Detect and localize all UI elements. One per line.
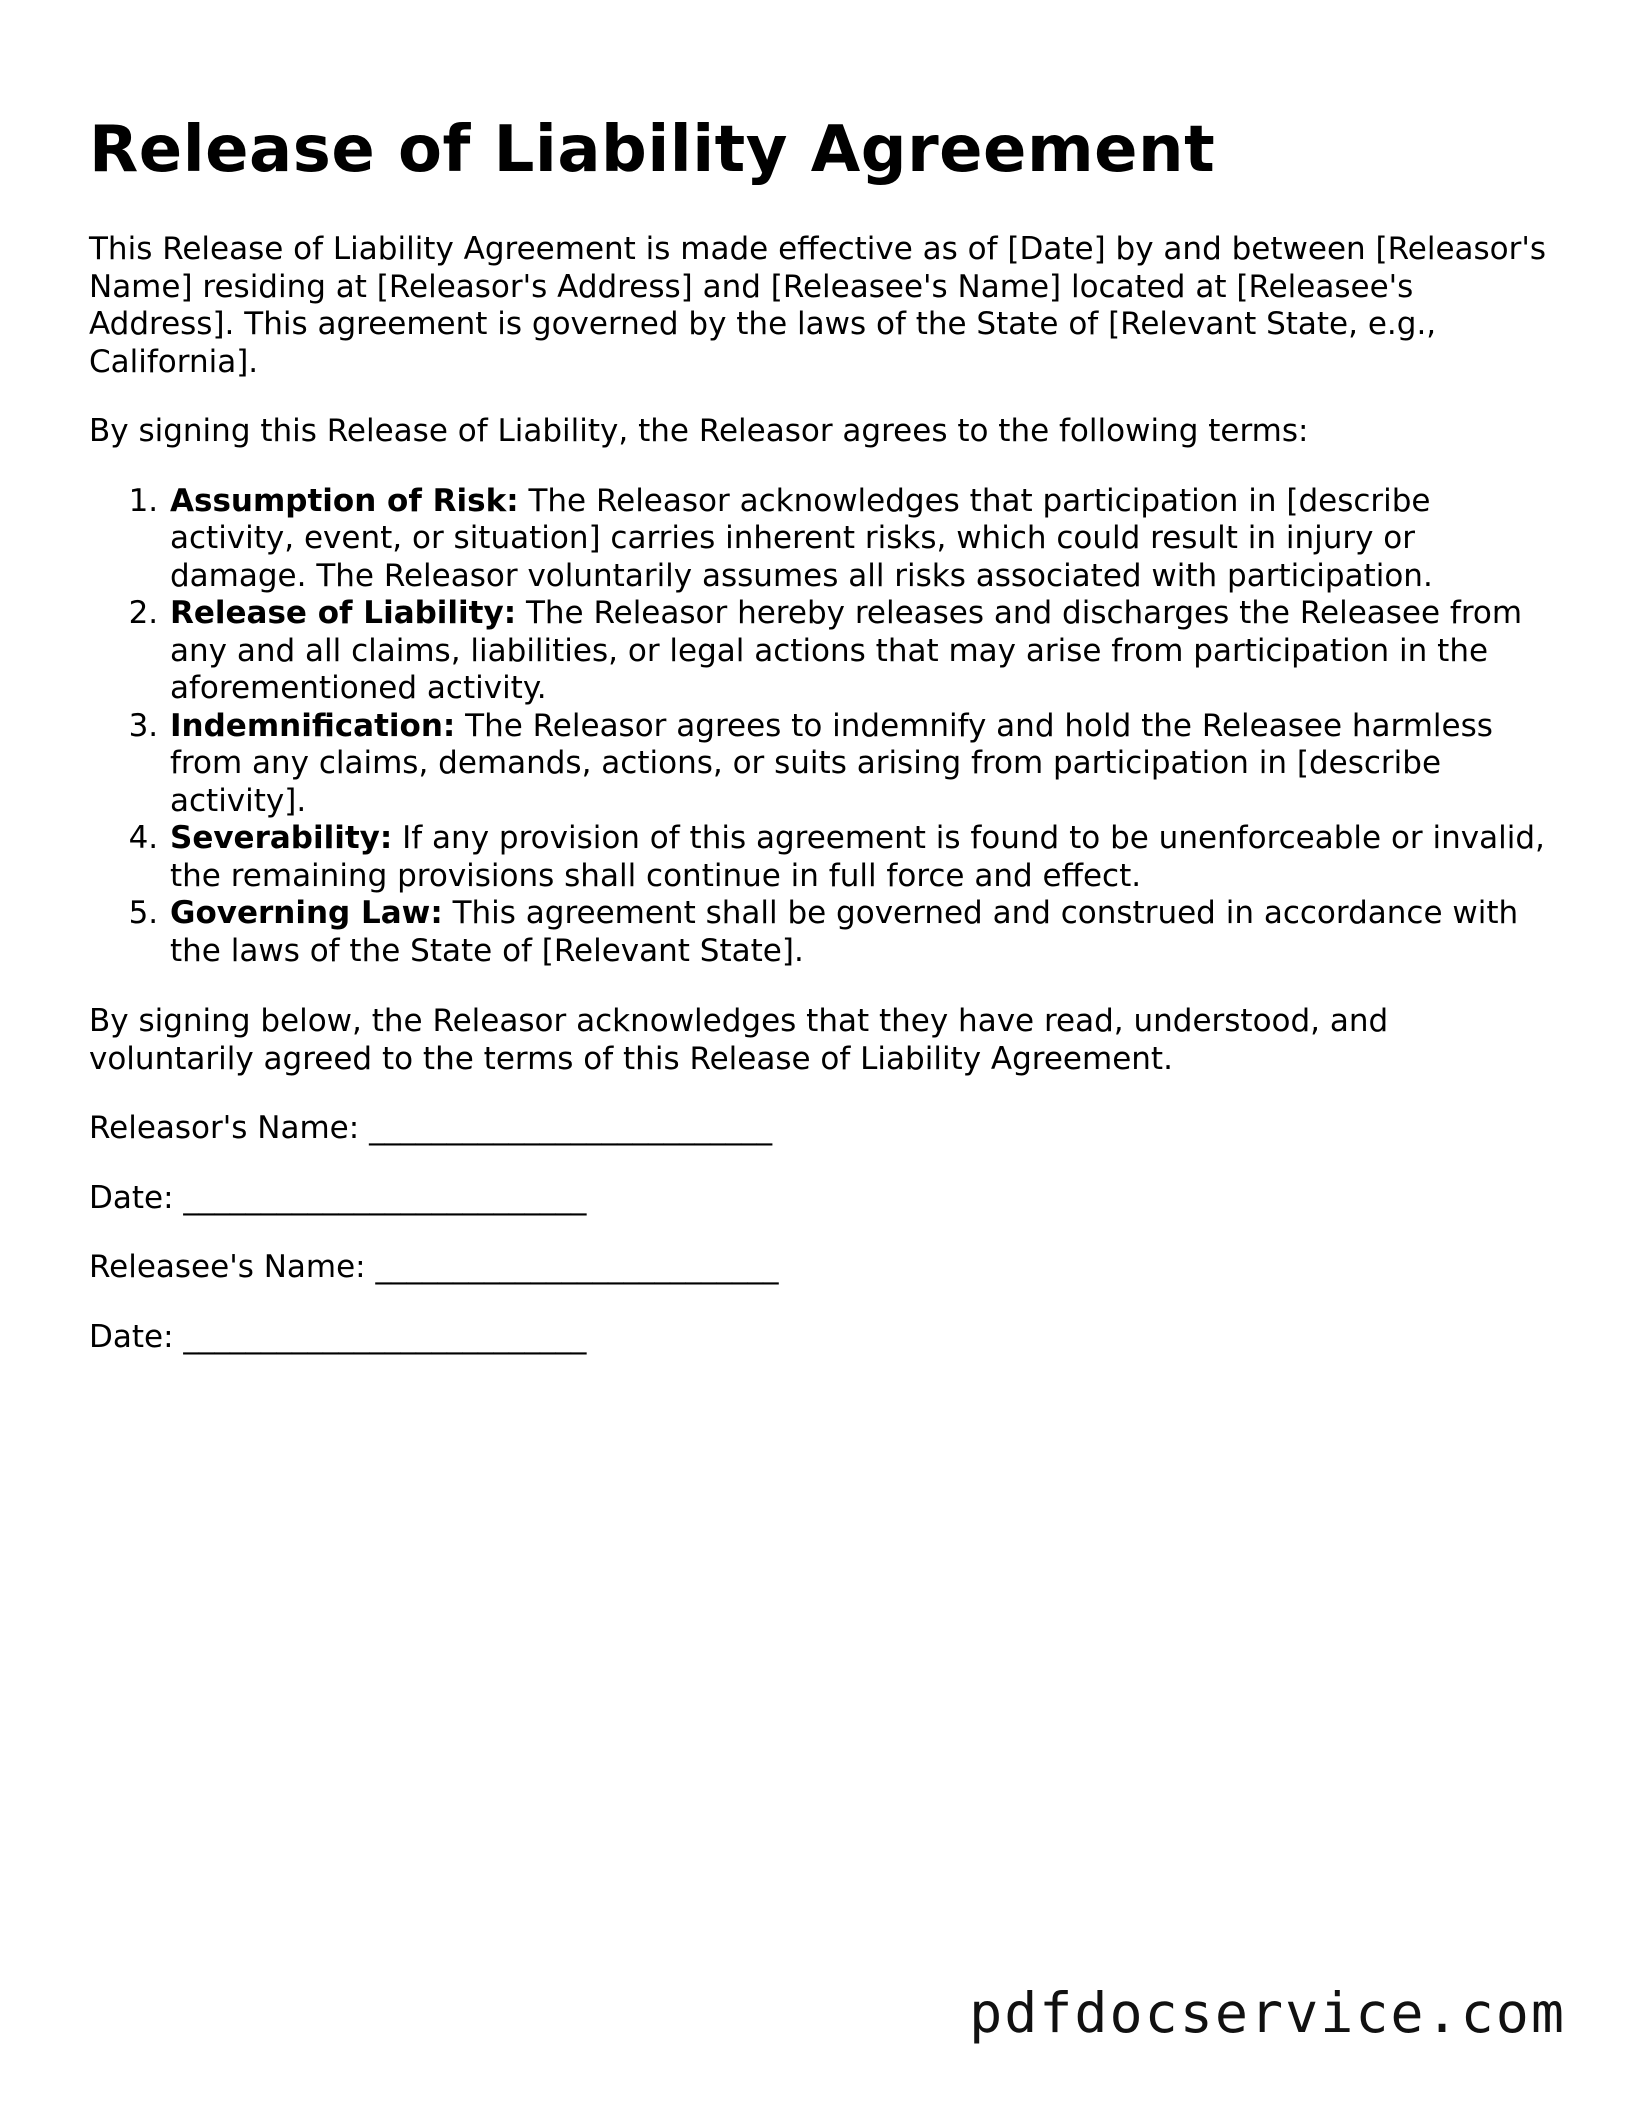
term-text: The Releasor agrees to indemnify and hold the Releasee harmless from any claims, demands, actions, or suits arising from participation in [describe activity]. [170, 707, 1493, 819]
term-item-release-of-liability [168, 595, 1549, 708]
term-heading: Release of Liability: [170, 595, 517, 631]
signature-label: Releasor's Name: [89, 1110, 360, 1146]
signature-blank[interactable]: __________________________ [183, 1179, 587, 1216]
term-item-indemnification [168, 708, 1549, 821]
document-title: Release of Liability Agreement [89, 113, 1216, 187]
intro-paragraph: This Release of Liability Agreement is made effective as of [Date] by and between [Releasor's Name] residing at [Releasor's Address] and [Releasee's Name] located at [Releasee's Address]. This agreement is governed by the laws of the State of [Relevant State, e.g., California]. [89, 231, 1547, 380]
term-text: If any provision of this agreement is found to be unenforceable or invalid, the remaining provisions shall continue in full force and effect. [170, 820, 1545, 894]
signature-line-releasor-name[interactable] [89, 1110, 1549, 1148]
term-item-severability [168, 820, 1549, 895]
term-heading: Assumption of Risk: [170, 482, 519, 519]
term-heading: Governing Law: [170, 895, 443, 931]
signature-blank[interactable]: __________________________ [183, 1318, 587, 1355]
watermark-text: pdfdocservice.com [969, 1981, 1566, 2045]
term-item-governing-law [168, 895, 1549, 970]
term-item-assumption-of-risk [168, 483, 1549, 596]
signature-label: Date: [89, 1318, 174, 1355]
term-heading: Severability: [170, 820, 393, 856]
signature-label: Releasee's Name: [89, 1249, 366, 1285]
signature-line-releasee-name[interactable] [89, 1249, 1549, 1287]
signature-line-releasor-date[interactable] [89, 1180, 1549, 1218]
document-page [89, 112, 1549, 1356]
term-text: This agreement shall be governed and construed in accordance with the laws of the State of [Relevant State]. [170, 895, 1519, 969]
signature-line-releasee-date[interactable] [89, 1319, 1549, 1357]
term-heading: Indemnification: [170, 707, 456, 744]
term-text: The Releasor hereby releases and discharges the Releasee from any and all claims, liabilities, or legal actions that may arise from participation in the aforementioned activity. [170, 595, 1523, 706]
terms-list [89, 483, 1549, 971]
signature-label: Date: [89, 1179, 174, 1216]
acknowledgment-paragraph: By signing below, the Releasor acknowledges that they have read, understood, and voluntarily agreed to the terms of this Release of Liability Agreement. [89, 1003, 1389, 1077]
signature-blank[interactable]: __________________________ [375, 1249, 779, 1285]
term-text: The Releasor acknowledges that participation in [describe activity, event, or situation] carries inherent risks, which could result in injury or damage. The Releasor voluntarily assumes all risks associated with participation. [170, 482, 1433, 594]
signature-blank[interactable]: __________________________ [369, 1110, 773, 1146]
terms-lead-paragraph: By signing this Release of Liability, the Releasor agrees to the following terms: [89, 413, 1309, 449]
